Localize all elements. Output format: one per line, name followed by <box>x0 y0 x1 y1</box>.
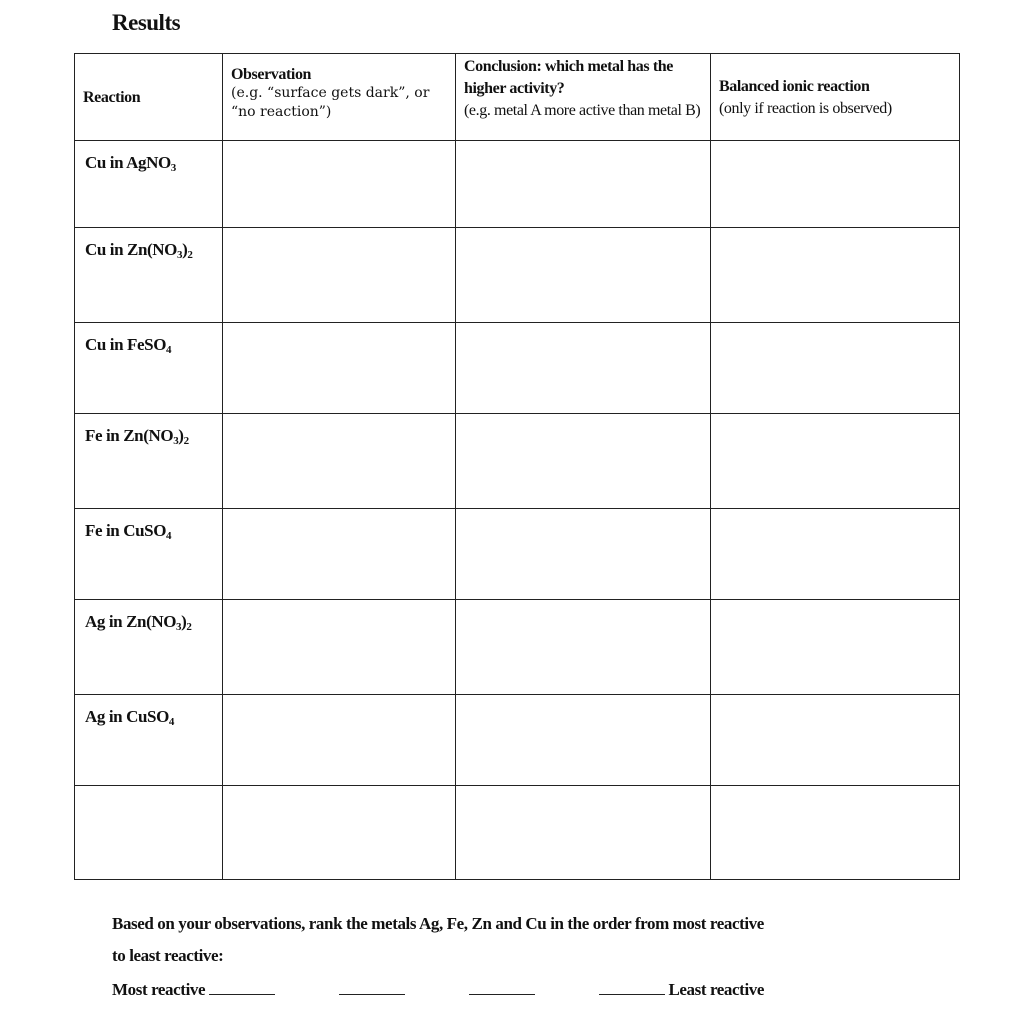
balanced-reaction-cell[interactable] <box>711 786 960 880</box>
reaction-metal: Ag in <box>85 612 123 631</box>
reaction-sub2: 2 <box>187 249 193 261</box>
observation-cell[interactable] <box>223 141 456 228</box>
header-conclusion-title: Conclusion: which metal has the higher activity? <box>464 58 673 97</box>
observation-cell[interactable] <box>223 786 456 880</box>
header-conclusion <box>456 54 711 141</box>
reaction-sub1: 3 <box>176 621 182 633</box>
balanced-reaction-cell[interactable] <box>711 228 960 323</box>
header-observation-sub: (e.g. “surface gets dark”, or “no reaction”) <box>231 85 430 120</box>
header-observation <box>223 54 456 141</box>
reaction-formula: AgNO <box>126 153 171 172</box>
reaction-label <box>75 786 222 798</box>
reaction-formula: Zn(NO <box>126 612 177 631</box>
observation-cell[interactable] <box>223 228 456 323</box>
balanced-reaction-cell[interactable] <box>711 509 960 600</box>
reaction-cell <box>75 414 223 509</box>
reaction-metal: Cu in <box>85 153 124 172</box>
reaction-metal: Fe in <box>85 426 120 445</box>
table-row <box>75 228 960 323</box>
table-row <box>75 141 960 228</box>
balanced-reaction-cell[interactable] <box>711 600 960 695</box>
balanced-reaction-cell[interactable] <box>711 323 960 414</box>
observation-cell[interactable] <box>223 414 456 509</box>
reaction-cell <box>75 786 223 880</box>
reaction-cell <box>75 695 223 786</box>
table-row <box>75 323 960 414</box>
reaction-sub1: 4 <box>166 344 172 356</box>
header-reaction-label: Reaction <box>83 89 141 106</box>
table-row <box>75 600 960 695</box>
reaction-formula: Zn(NO <box>123 426 174 445</box>
ranking-line <box>112 980 764 1000</box>
conclusion-cell[interactable] <box>456 414 711 509</box>
reaction-label <box>75 228 222 260</box>
rank-blank-4[interactable] <box>599 980 665 995</box>
reaction-label <box>75 600 222 632</box>
balanced-reaction-cell[interactable] <box>711 141 960 228</box>
reaction-metal: Fe in <box>85 521 120 540</box>
instructions-line-2: to least reactive: <box>112 946 224 965</box>
reaction-mid: ) <box>181 612 187 631</box>
observation-cell[interactable] <box>223 600 456 695</box>
reaction-cell <box>75 600 223 695</box>
conclusion-cell[interactable] <box>456 141 711 228</box>
reaction-formula: CuSO <box>126 707 169 726</box>
least-reactive-label: Least reactive <box>668 980 765 999</box>
results-table <box>74 53 960 880</box>
header-conclusion-sub: (e.g. metal A more active than metal B) <box>464 102 701 119</box>
table-row <box>75 786 960 880</box>
observation-cell[interactable] <box>223 509 456 600</box>
observation-cell[interactable] <box>223 695 456 786</box>
reaction-formula: CuSO <box>123 521 167 540</box>
reaction-sub1: 3 <box>170 162 176 174</box>
observation-cell[interactable] <box>223 323 456 414</box>
reaction-cell <box>75 323 223 414</box>
rank-blank-3[interactable] <box>469 980 535 995</box>
conclusion-cell[interactable] <box>456 786 711 880</box>
reaction-mid: ) <box>178 426 184 445</box>
reaction-cell <box>75 509 223 600</box>
header-reaction <box>75 54 223 141</box>
reaction-metal: Ag in <box>85 707 123 726</box>
reaction-mid: ) <box>182 240 188 259</box>
reaction-formula: FeSO <box>127 335 167 354</box>
balanced-reaction-cell[interactable] <box>711 695 960 786</box>
rank-blank-1[interactable] <box>209 980 275 995</box>
conclusion-cell[interactable] <box>456 228 711 323</box>
most-reactive-label: Most reactive <box>112 980 206 999</box>
balanced-reaction-cell[interactable] <box>711 414 960 509</box>
reaction-metal: Cu in <box>85 335 124 354</box>
reaction-sub1: 3 <box>173 435 179 447</box>
conclusion-cell[interactable] <box>456 600 711 695</box>
reaction-cell <box>75 141 223 228</box>
reaction-label <box>75 141 222 173</box>
header-balanced <box>711 54 960 141</box>
instructions-line-1: Based on your observations, rank the metals Ag, Fe, Zn and Cu in the order from most reactive <box>112 914 764 933</box>
reaction-label <box>75 323 222 355</box>
conclusion-cell[interactable] <box>456 323 711 414</box>
rank-blank-2[interactable] <box>339 980 405 995</box>
header-row <box>75 54 960 141</box>
reaction-formula: Zn(NO <box>127 240 177 259</box>
reaction-sub2: 2 <box>186 621 192 633</box>
reaction-label <box>75 695 222 727</box>
section-title: Results <box>112 10 181 35</box>
reaction-sub1: 4 <box>168 716 174 728</box>
reaction-cell <box>75 228 223 323</box>
reaction-label <box>75 414 222 446</box>
reaction-metal: Cu in <box>85 240 124 259</box>
table-row <box>75 695 960 786</box>
conclusion-cell[interactable] <box>456 695 711 786</box>
reaction-sub2: 2 <box>183 435 189 447</box>
conclusion-cell[interactable] <box>456 509 711 600</box>
header-balanced-sub: (only if reaction is observed) <box>719 100 892 117</box>
header-balanced-title: Balanced ionic reaction <box>719 78 870 95</box>
header-observation-title: Observation <box>231 66 312 83</box>
reaction-sub1: 4 <box>166 530 172 542</box>
reaction-sub1: 3 <box>177 249 183 261</box>
reaction-label <box>75 509 222 541</box>
table-row <box>75 509 960 600</box>
table-row <box>75 414 960 509</box>
